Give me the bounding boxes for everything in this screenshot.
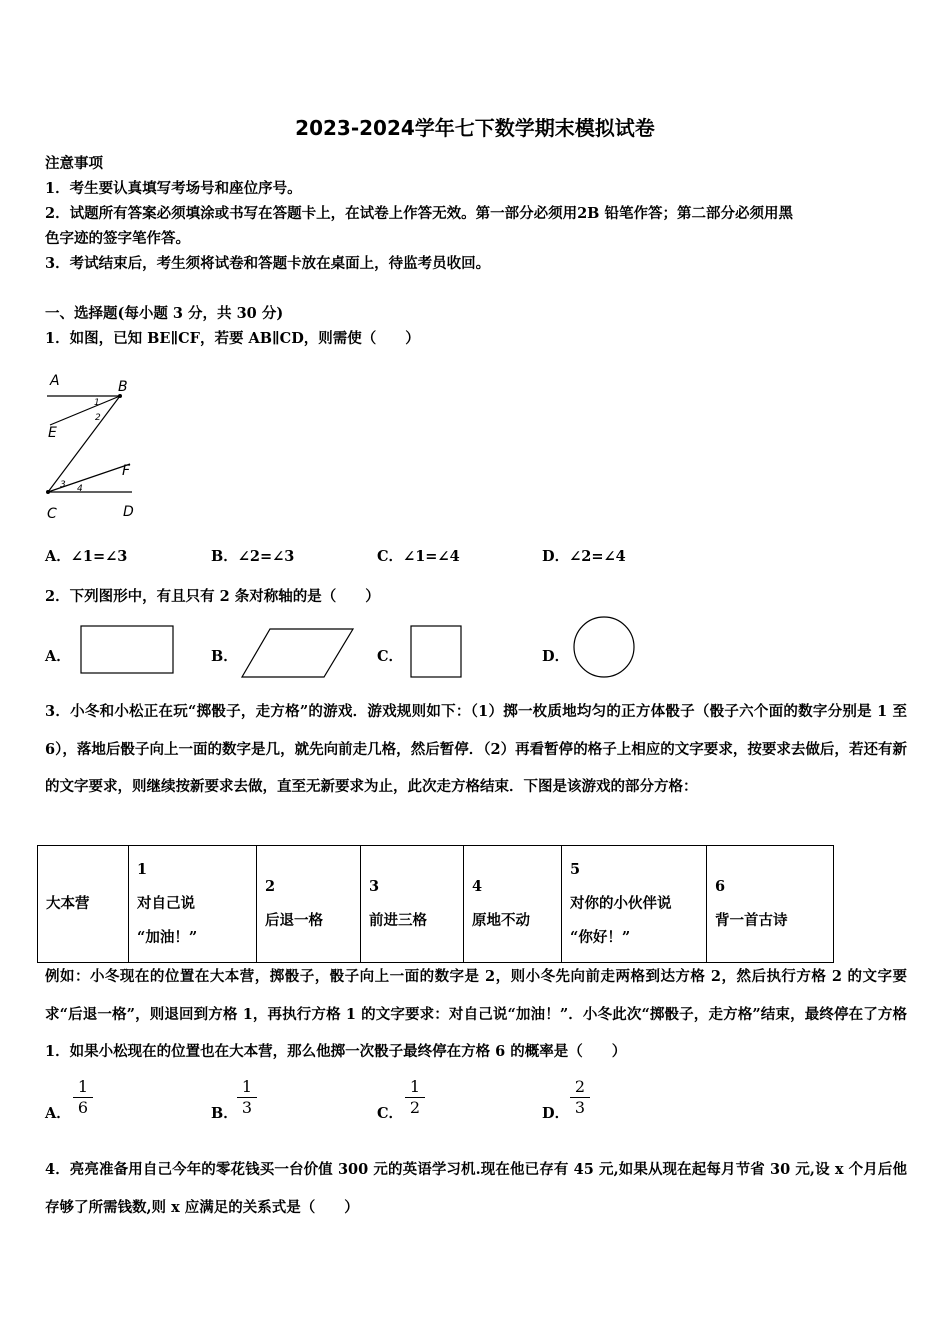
grid-cell-3-num: 3 [369, 878, 380, 895]
fraction-denominator: 6 [77, 1098, 89, 1117]
grid-cell-5 [562, 846, 707, 963]
notice-heading: 注意事项 [45, 155, 103, 172]
q3-option-b-fraction [237, 1078, 257, 1117]
grid-cell-base [38, 846, 129, 963]
q3-option-d[interactable]: D． [542, 1105, 570, 1122]
q2-stem: 2．下列图形中，有且只有 2 条对称轴的是（ ） [45, 588, 380, 605]
angle-2-label: 2 [95, 413, 101, 423]
parallelogram-shape [240, 625, 356, 679]
grid-cell-6-text: 背一首古诗 [715, 912, 788, 929]
grid-cell-6 [707, 846, 834, 963]
fraction-numerator: 2 [574, 1077, 586, 1096]
q3-option-a[interactable]: A． [45, 1105, 71, 1122]
q2-option-a[interactable]: A． [45, 648, 71, 665]
grid-cell-1 [129, 846, 257, 963]
game-grid-table [37, 845, 834, 963]
grid-cell-6-num: 6 [715, 878, 726, 895]
grid-cell-5-num: 5 [570, 861, 581, 878]
grid-cell-1-text2: “加油！” [137, 929, 198, 946]
notice-item-1: 1．考生要认真填写考场号和座位序号。 [45, 180, 302, 197]
circle-shape [571, 614, 637, 680]
section-heading: 一、选择题(每小题 3 分，共 30 分) [45, 305, 284, 322]
q3-option-c[interactable]: C． [377, 1105, 404, 1122]
angle-3-label: 3 [60, 480, 66, 490]
q2-option-c[interactable]: C． [377, 648, 404, 665]
rectangle-shape [80, 625, 176, 675]
label-a: A [50, 373, 60, 389]
q1-stem: 1．如图，已知 BE∥CF，若要 AB∥CD，则需使（ ） [45, 330, 420, 347]
q2-option-d[interactable]: D． [542, 648, 570, 665]
grid-cell-5-text2: “你好！” [570, 929, 631, 946]
grid-cell-2 [257, 846, 361, 963]
grid-cell-2-text: 后退一格 [265, 912, 323, 929]
label-d: D [123, 504, 134, 520]
q3-option-d-fraction [570, 1078, 590, 1117]
q3-option-a-fraction [73, 1078, 93, 1117]
label-b: B [118, 379, 128, 395]
fraction-numerator: 1 [409, 1077, 421, 1096]
square-shape [410, 625, 464, 679]
q3-example: 例如：小冬现在的位置在大本营，掷骰子，骰子向上一面的数字是 2，则小冬先向前走两格到达方格 2，然后执行方格 2 的文字要求“后退一格”，则退回到方格 1，再执行方格 1 的文字要求：对自己说“加油！”．小冬此次“掷骰子，走方格”结束，最终停在了方格 1．如果小松现在的位置也在大本营，那么他掷一次骰子最终停在方格 6 的概率是（ ） [45, 968, 907, 1060]
label-f: F [122, 463, 131, 479]
fraction-denominator: 3 [241, 1098, 253, 1117]
grid-cell-1-num: 1 [137, 861, 148, 878]
notice-item-2-cont: 色字迹的签字笔作答。 [45, 230, 190, 247]
grid-cell-5-text: 对你的小伙伴说 [570, 895, 672, 912]
fraction-denominator: 2 [409, 1098, 421, 1117]
q3-option-c-fraction [405, 1078, 425, 1117]
q4-stem: 4．亮亮准备用自己今年的零花钱买一台价值 300 元的英语学习机.现在他已存有 45 元,如果从现在起每月节省 30 元,设 x 个月后他存够了所需钱数,则 x 应满足的关系式是（ ） [45, 1161, 907, 1216]
q3-stem: 3．小冬和小松正在玩“掷骰子，走方格”的游戏．游戏规则如下：（1）掷一枚质地均匀的正方体骰子（骰子六个面的数字分别是 1 至 6），落地后骰子向上一面的数字是几，就先向前走几格，然后暂停．（2）再看暂停的格子上相应的文字要求，按要求去做后，若还有新的文字要求，则继续按新要求去做，直至无新要求为止，此次走方格结束．下图是该游戏的部分方格： [45, 703, 907, 795]
grid-cell-base-text: 大本营 [46, 895, 90, 912]
fraction-numerator: 1 [241, 1077, 253, 1096]
grid-cell-2-num: 2 [265, 878, 276, 895]
angle-1-label: 1 [94, 398, 100, 408]
label-c: C [47, 506, 57, 522]
fraction-denominator: 3 [574, 1098, 586, 1117]
q3-option-b[interactable]: B． [211, 1105, 238, 1122]
q2-option-b[interactable]: B． [211, 648, 238, 665]
notice-item-3: 3．考试结束后，考生须将试卷和答题卡放在桌面上，待监考员收回。 [45, 255, 491, 272]
q1-figure [40, 365, 150, 525]
fraction-numerator: 1 [77, 1077, 89, 1096]
angle-4-label: 4 [77, 484, 83, 494]
grid-cell-4-num: 4 [472, 878, 483, 895]
q1-option-a[interactable]: A．∠1=∠3 [45, 548, 128, 565]
label-e: E [48, 425, 57, 441]
grid-cell-3-text: 前进三格 [369, 912, 427, 929]
q1-option-b[interactable]: B．∠2=∠3 [211, 548, 295, 565]
notice-item-2: 2．试题所有答案必须填涂或书写在答题卡上，在试卷上作答无效。第一部分必须用2B 铅笔作答；第二部分必须用黑 [45, 205, 793, 222]
q1-option-d[interactable]: D．∠2=∠4 [542, 548, 626, 565]
grid-cell-1-text: 对自己说 [137, 895, 195, 912]
grid-cell-4 [464, 846, 562, 963]
q1-option-c[interactable]: C．∠1=∠4 [377, 548, 460, 565]
grid-cell-4-text: 原地不动 [472, 912, 530, 929]
page-title: 2023-2024学年七下数学期末模拟试卷 [295, 116, 655, 140]
grid-cell-3 [361, 846, 464, 963]
